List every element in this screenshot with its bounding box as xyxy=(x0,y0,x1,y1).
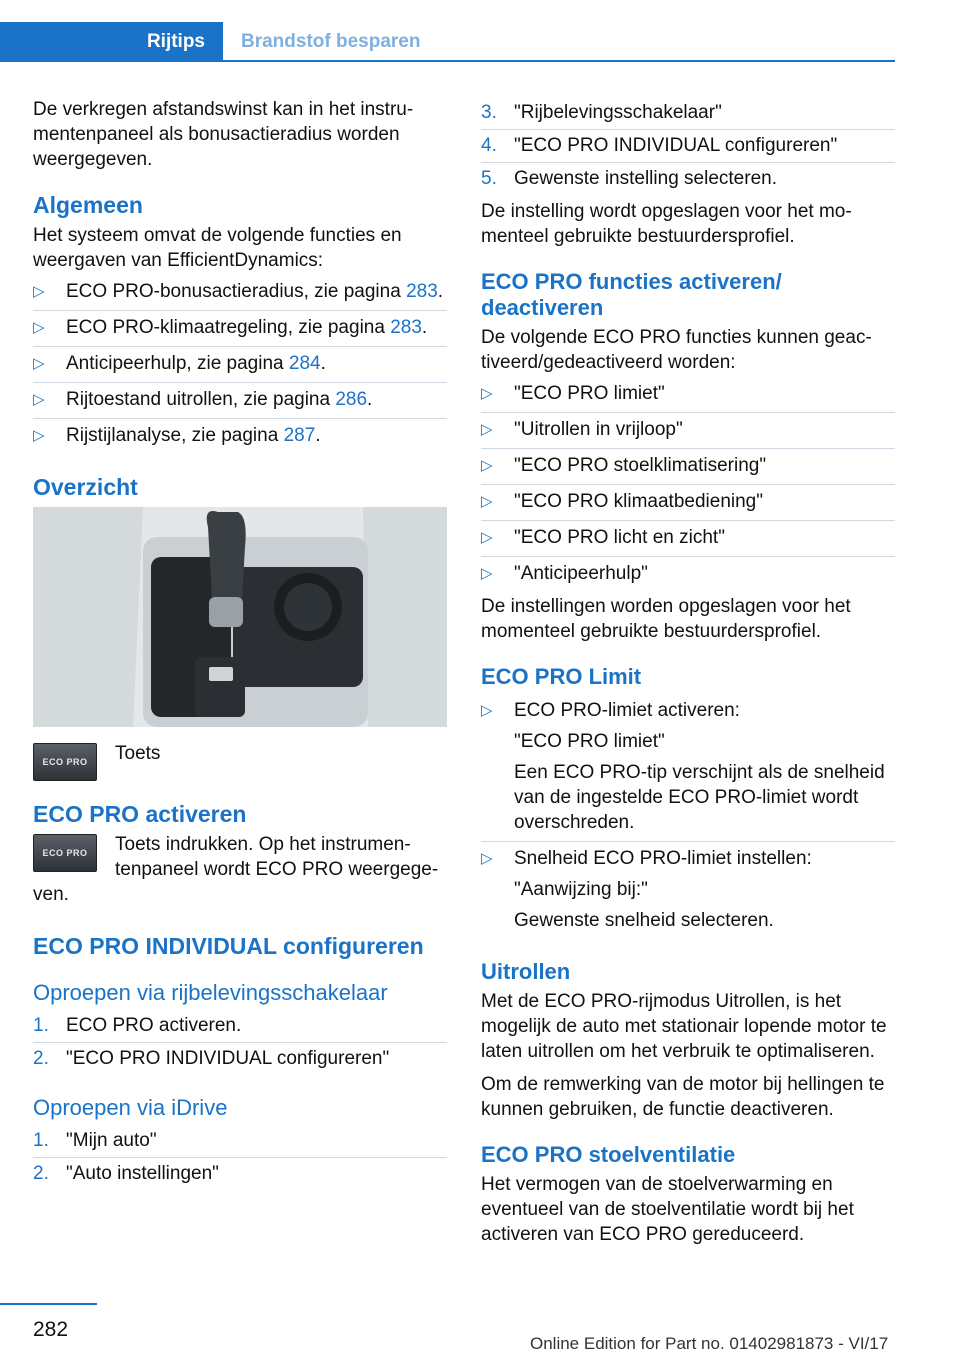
functions-list xyxy=(33,275,447,454)
list-item-end: . xyxy=(437,281,444,302)
heading-stoelventilatie: ECO PRO stoelventilatie xyxy=(481,1142,736,1167)
toets-row xyxy=(33,741,447,781)
functies-list xyxy=(481,377,895,592)
bullet-triangle-icon: ▷ xyxy=(33,355,45,372)
list-item-text: ECO PRO-klimaatregeling, zie pagina xyxy=(66,317,391,338)
step-item: 4. "ECO PRO INDIVIDUAL configureren" xyxy=(481,130,895,163)
heading-uitrollen: Uitrollen xyxy=(481,959,571,984)
page-link[interactable]: 286 xyxy=(335,389,368,410)
functies-text: De volgende ECO PRO functies kunnen geactiveerd/gedeactiveerd worden: xyxy=(481,327,872,373)
step-text: ECO PRO activeren. xyxy=(66,1015,242,1036)
step-text: "Mijn auto" xyxy=(66,1130,157,1151)
bullet-triangle-icon: ▷ xyxy=(481,457,493,474)
bullet-triangle-icon: ▷ xyxy=(481,850,493,867)
step-item: 2. "Auto instellingen" xyxy=(33,1163,219,1184)
idrive-steps-continued xyxy=(481,97,895,195)
list-item xyxy=(481,557,895,592)
schakelaar-steps xyxy=(33,1010,447,1075)
list-item-text: Rijtoestand uitrollen, zie pagina xyxy=(66,389,336,410)
list-item xyxy=(33,311,447,347)
list-item-sub: Gewenste snelheid selecteren. xyxy=(514,910,774,931)
heading-overzicht: Overzicht xyxy=(33,474,138,500)
activeren-row xyxy=(33,832,447,907)
left-column xyxy=(33,97,447,1200)
intro-text: De verkregen afstandswinst kan in het instrumentenpaneel als bonusactieradius worden weergegeven. xyxy=(33,99,414,170)
list-item xyxy=(33,347,447,383)
bullet-triangle-icon: ▷ xyxy=(481,385,493,402)
list-item-end: . xyxy=(421,317,428,338)
page-link[interactable]: 283 xyxy=(406,281,438,302)
list-item-text: "Anticipeerhulp" xyxy=(514,563,648,584)
heading-limit: ECO PRO Limit xyxy=(481,664,642,689)
header-rule xyxy=(223,60,895,62)
edition-note: Online Edition for Part no. 01402981873 - VI/17 xyxy=(530,1334,889,1353)
header-tab-rijtips[interactable]: Rijtips xyxy=(0,22,223,62)
bullet-triangle-icon: ▷ xyxy=(481,493,493,510)
step-item: 3. "Rijbelevingsschakelaar" xyxy=(481,97,895,130)
bullet-triangle-icon: ▷ xyxy=(33,319,45,336)
list-item-text: "Uitrollen in vrijloop" xyxy=(514,419,683,440)
list-item xyxy=(33,275,447,311)
page-link[interactable]: 283 xyxy=(390,317,422,338)
eco-pro-button-icon: ECO PRO xyxy=(33,834,97,872)
list-item xyxy=(33,419,447,454)
bullet-triangle-icon: ▷ xyxy=(481,702,493,719)
list-item xyxy=(481,842,895,939)
list-item-text: "ECO PRO limiet" xyxy=(514,383,665,404)
right-column xyxy=(481,97,895,1255)
list-item-text: "ECO PRO stoelklimatisering" xyxy=(514,455,767,476)
activeren-text: Toets indrukken. Op het instrumentenpaneel wordt ECO PRO weergegeven. xyxy=(33,834,439,905)
footer-rule xyxy=(0,1303,97,1305)
step-text: "Rijbelevingsschakelaar" xyxy=(514,102,722,123)
bullet-triangle-icon: ▷ xyxy=(33,427,45,444)
list-item-text: ECO PRO-bonusactieradius, zie pagina xyxy=(66,281,407,302)
list-item-end: . xyxy=(367,389,373,410)
list-item xyxy=(33,383,447,419)
list-item xyxy=(481,485,895,521)
list-item xyxy=(481,521,895,557)
heading-algemeen: Algemeen xyxy=(33,192,143,218)
list-item-end: . xyxy=(315,425,321,446)
list-item xyxy=(481,694,895,842)
uitrollen-text-2: Om de remwerking van de motor bij hellingen te kunnen gebruiken, de functie deactiveren. xyxy=(481,1074,885,1120)
list-item-sub: Een ECO PRO-tip verschijnt als de snelheid van de ingestelde ECO PRO-limiet wordt overschreden. xyxy=(514,762,885,833)
step-text: "ECO PRO INDIVIDUAL configureren" xyxy=(66,1048,390,1069)
page-number: 282 xyxy=(33,1318,69,1341)
stoelventilatie-text: Het vermogen van de stoelverwarming en eventueel van de stoelventilatie wordt bij het activeren van ECO PRO gereduceerd. xyxy=(481,1174,854,1245)
step-item: 5. Gewenste instelling selecteren. xyxy=(481,168,777,189)
console-photo xyxy=(33,507,447,727)
list-item-text: ECO PRO-limiet activeren: xyxy=(514,700,740,721)
limit-list xyxy=(481,694,895,939)
step-item: 1. "Mijn auto" xyxy=(33,1125,447,1158)
heading-oproepen-idrive: Oproepen via iDrive xyxy=(33,1095,228,1120)
eco-pro-button-icon: ECO PRO xyxy=(33,743,97,781)
list-item xyxy=(481,449,895,485)
algemeen-text: Het systeem omvat de volgende functies en weergaven van EfficientDynamics: xyxy=(33,225,402,271)
heading-activeren: ECO PRO activeren xyxy=(33,801,247,827)
step-item: 1. ECO PRO activeren. xyxy=(33,1010,447,1043)
heading-individual: ECO PRO INDIVIDUAL configureren xyxy=(33,933,424,959)
step-item: 2. "ECO PRO INDIVIDUAL configureren" xyxy=(33,1048,390,1069)
idrive-steps xyxy=(33,1125,447,1190)
list-item-text: "ECO PRO klimaatbediening" xyxy=(514,491,763,512)
heading-oproepen-schakelaar: Oproepen via rijbelevingsschakelaar xyxy=(33,980,388,1005)
page-link[interactable]: 284 xyxy=(288,353,321,374)
functies-saved-text: De instellingen worden opgeslagen voor het momenteel gebruikte bestuurdersprofiel. xyxy=(481,596,851,642)
bullet-triangle-icon: ▷ xyxy=(481,565,493,582)
list-item xyxy=(481,413,895,449)
list-item-end: . xyxy=(320,353,326,374)
bullet-triangle-icon: ▷ xyxy=(481,421,493,438)
step-text: Gewenste instelling selecteren. xyxy=(514,168,777,189)
header-tab-brandstof[interactable]: Brandstof besparen xyxy=(241,31,421,52)
list-item-text: Anticipeerhulp, zie pagina xyxy=(66,353,289,374)
step-text: "ECO PRO INDIVIDUAL configureren" xyxy=(514,135,838,156)
page-link[interactable]: 287 xyxy=(283,425,316,446)
list-item xyxy=(481,377,895,413)
saved-text: De instelling wordt opgeslagen voor het momenteel gebruikte bestuurdersprofiel. xyxy=(481,201,852,247)
list-item-text: "ECO PRO licht en zicht" xyxy=(514,527,725,548)
heading-functies: ECO PRO functies activeren/ deactiveren xyxy=(481,269,782,320)
list-item-text: Snelheid ECO PRO-limiet instellen: xyxy=(514,848,812,869)
list-item-sub: "ECO PRO limiet" xyxy=(514,731,665,752)
bullet-triangle-icon: ▷ xyxy=(481,529,493,546)
step-text: "Auto instellingen" xyxy=(66,1163,219,1184)
uitrollen-text-1: Met de ECO PRO-rijmodus Uitrollen, is het mogelijk de auto met stationair lopende motor te laten uitrollen om het verbruik te optimaliseren. xyxy=(481,991,887,1062)
bullet-triangle-icon: ▷ xyxy=(33,283,45,300)
gear-selector-illustration xyxy=(33,507,447,727)
list-item-text: Rijstijlanalyse, zie pagina xyxy=(66,425,284,446)
list-item-sub: "Aanwijzing bij:" xyxy=(514,879,648,900)
header-bar xyxy=(0,22,895,62)
toets-label: Toets xyxy=(115,743,161,764)
bullet-triangle-icon: ▷ xyxy=(33,391,45,408)
